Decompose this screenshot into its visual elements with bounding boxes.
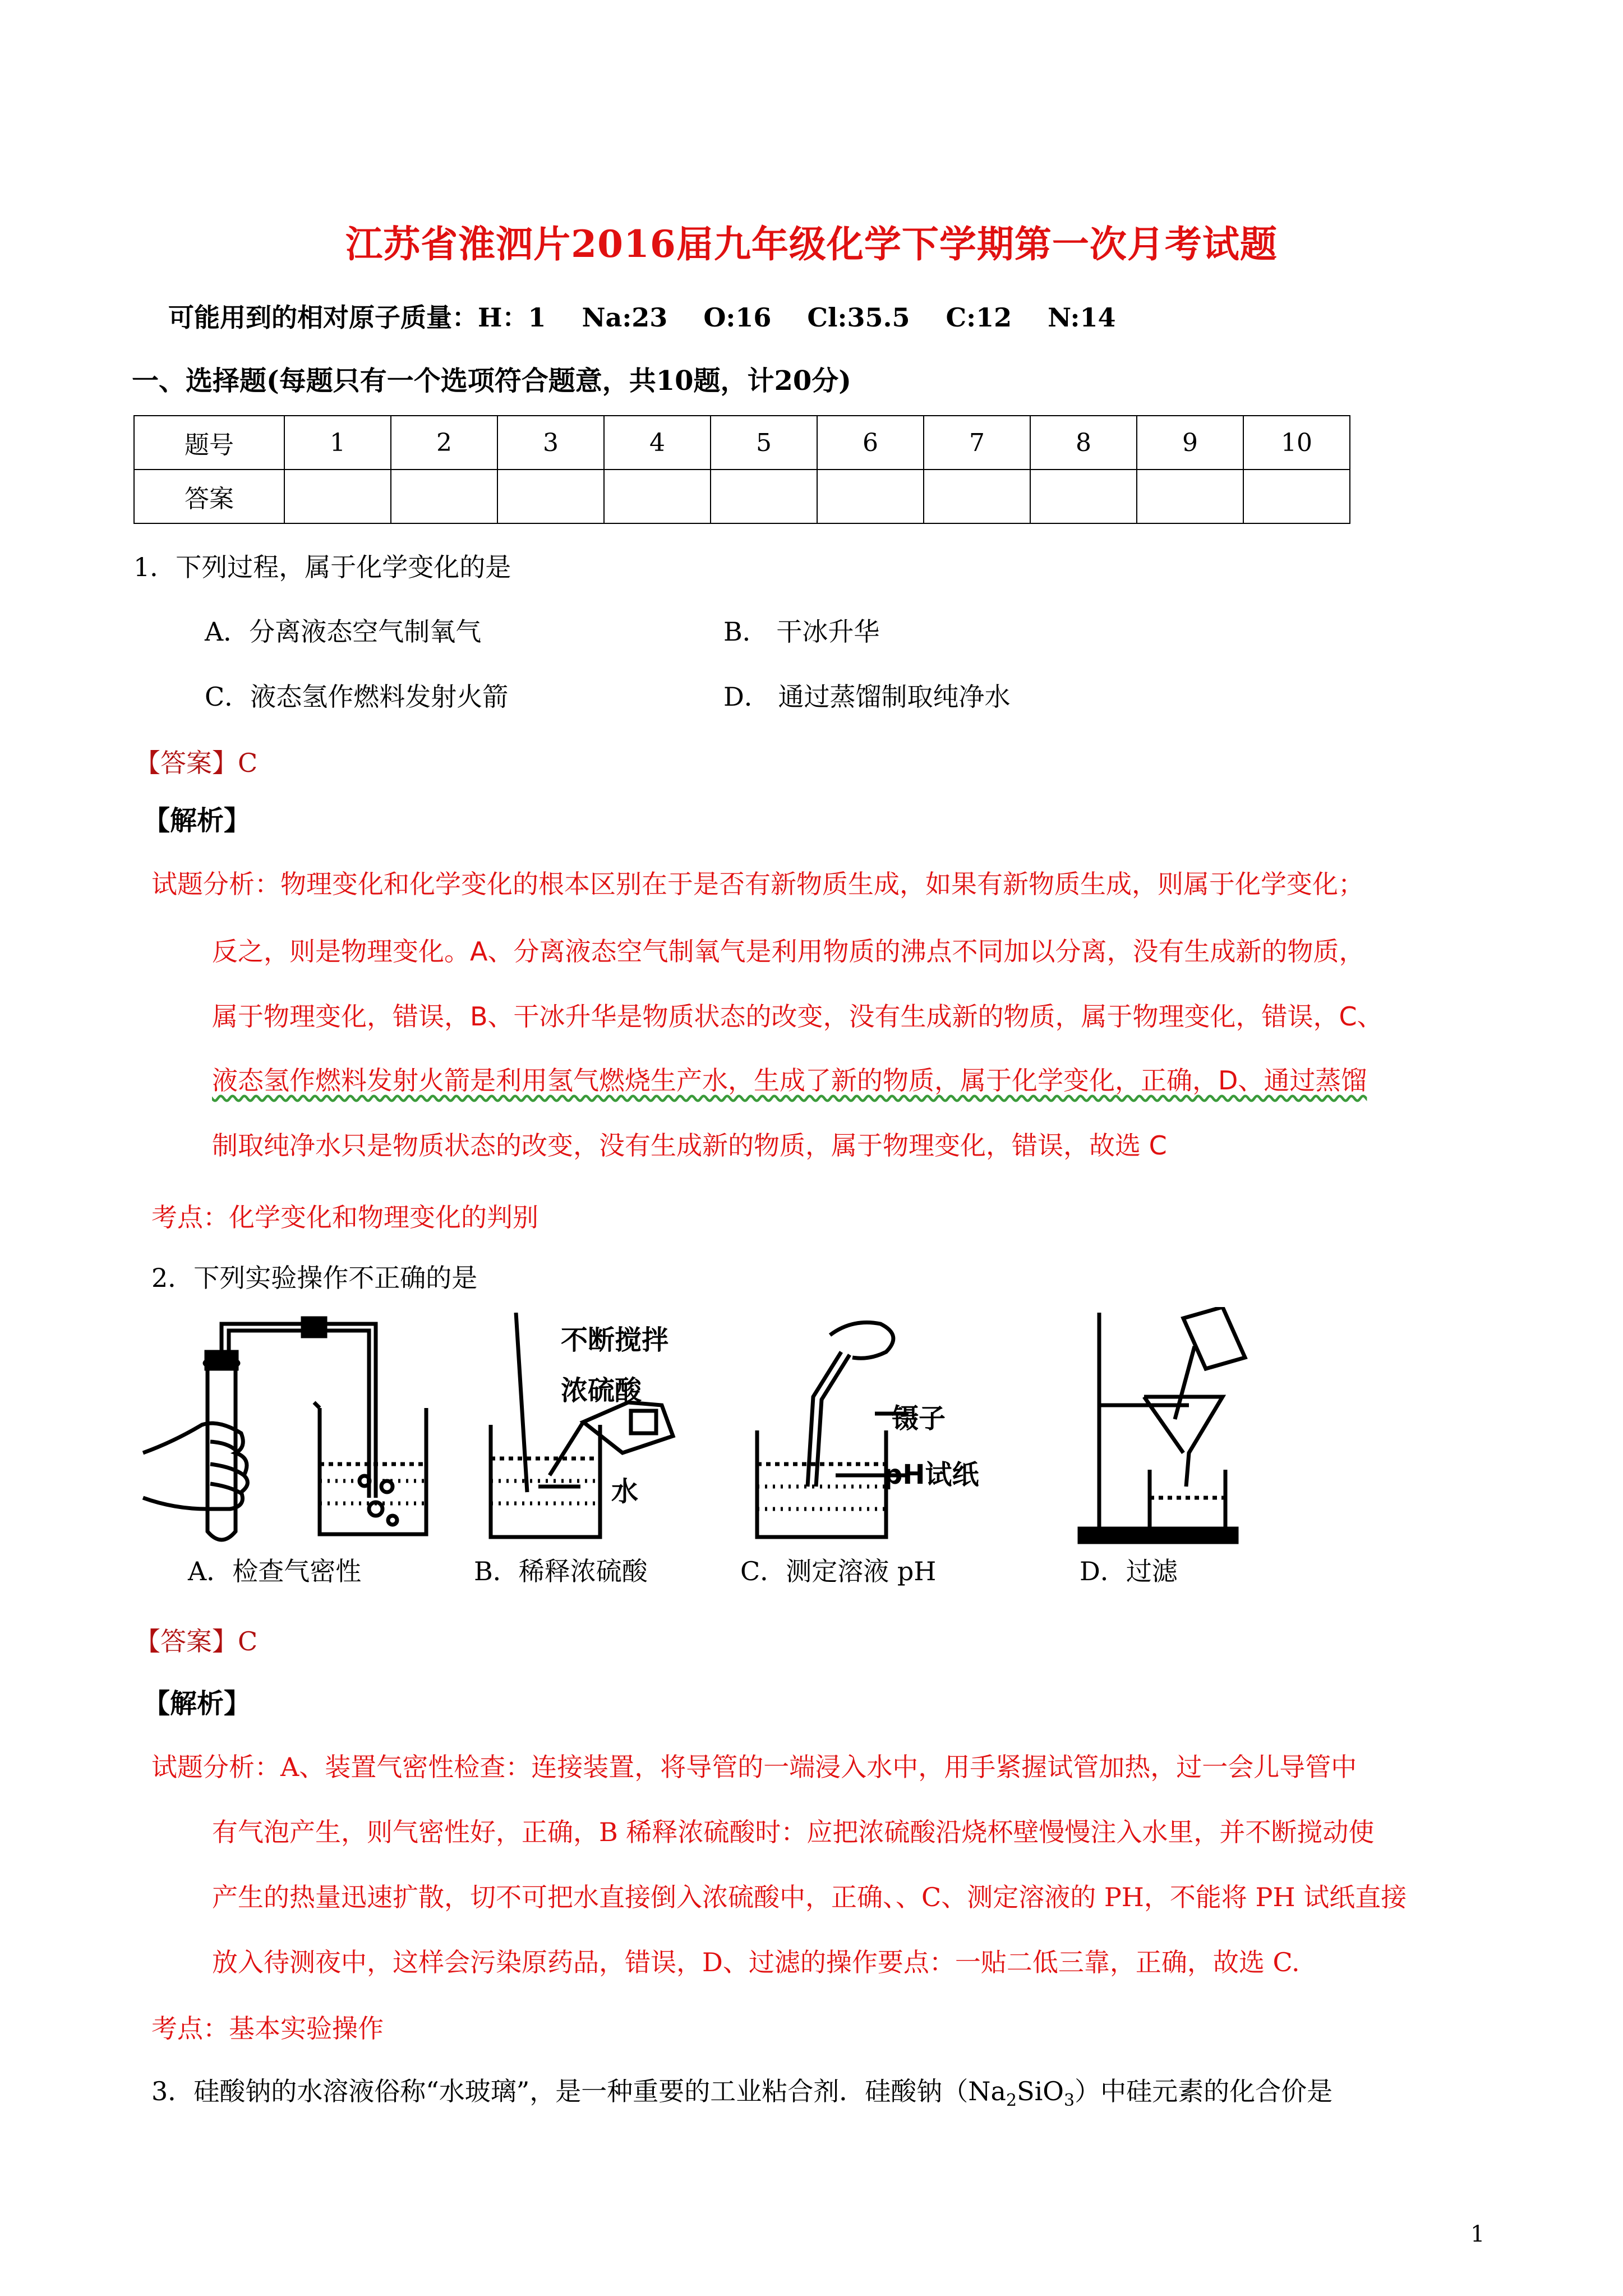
answer-cell[interactable] [604, 470, 711, 523]
figure-d-filtration [1077, 1307, 1279, 1548]
question-number-label: 题号 [134, 416, 284, 470]
q3-stem [151, 2071, 1332, 2110]
answer-table-header-row [134, 416, 1350, 470]
question-number: 5 [711, 416, 817, 470]
atomic-mass-cl: Cl:35.5 [807, 302, 910, 333]
figure-c-measure-ph [746, 1313, 914, 1554]
q1-analysis-label: 【解析】 [143, 805, 251, 836]
question-number: 3 [497, 416, 604, 470]
figure-b-label-water: 水 [611, 1476, 639, 1507]
answer-cell[interactable] [284, 470, 391, 523]
question-number: 1 [284, 416, 391, 470]
question-number: 10 [1243, 416, 1350, 470]
figure-c-label-tweezers: 镊子 [892, 1403, 946, 1434]
question-number: 9 [1137, 416, 1243, 470]
q1-option-d: D． 通过蒸馏制取纯净水 [723, 682, 1011, 712]
q2-option-c: C．测定溶液 pH [740, 1556, 937, 1586]
figure-a-airtightness [140, 1313, 454, 1554]
figure-c-label-ph-paper: pH试纸 [883, 1459, 979, 1490]
q3-stem-part: SiO [1017, 2076, 1064, 2106]
figure-b-label-stir: 不断搅拌 [561, 1324, 669, 1356]
answer-cell[interactable] [497, 470, 604, 523]
atomic-mass-na: Na:23 [582, 302, 668, 333]
q2-analysis-label: 【解析】 [143, 1688, 251, 1719]
q3-subscript: 2 [1006, 2091, 1017, 2111]
q1-analysis-line: 属于物理变化，错误，B、干冰升华是物质状态的改变，没有生成新的物质，属于物理变化，错误，C、 [212, 1001, 1383, 1032]
answer-cell[interactable] [924, 470, 1030, 523]
q1-stem: 1．下列过程，属于化学变化的是 [133, 552, 511, 582]
atomic-mass-o: O:16 [703, 302, 772, 333]
q2-analysis-line: 有气泡产生，则气密性好，正确，B 稀释浓硫酸时：应把浓硫酸沿烧杯壁慢慢注入水里，并不断搅动使 [212, 1817, 1375, 1847]
question-number: 2 [391, 416, 497, 470]
answer-cell[interactable] [1137, 470, 1243, 523]
q3-subscript: 3 [1064, 2091, 1075, 2111]
answer-cell[interactable] [1030, 470, 1137, 523]
q2-stem: 2．下列实验操作不正确的是 [151, 1263, 478, 1293]
q1-kaodian: 考点：化学变化和物理变化的判别 [151, 1202, 538, 1232]
question-number: 4 [604, 416, 711, 470]
q1-option-b: B． 干冰升华 [723, 616, 880, 647]
q2-option-d: D．过滤 [1080, 1556, 1178, 1586]
q1-analysis-line: 反之，则是物理变化。A、分离液态空气制氧气是利用物质的沸点不同加以分离，没有生成新的物质， [212, 936, 1365, 967]
section-heading: 一、选择题(每题只有一个选项符合题意，共10题，计20分) [132, 365, 852, 397]
answer-table-answer-row [134, 470, 1350, 523]
q1-analysis-line: 制取纯净水只是物质状态的改变，没有生成新的物质，属于物理变化，错误，故选 C [212, 1130, 1167, 1161]
q2-option-a: A．检查气密性 [188, 1556, 362, 1586]
question-number: 8 [1030, 416, 1137, 470]
page-title: 江苏省淮泗片2016届九年级化学下学期第一次月考试题 [345, 222, 1278, 266]
atomic-mass-c: C:12 [946, 302, 1012, 333]
q3-stem-part: 3．硅酸钠的水溶液俗称“水玻璃”，是一种重要的工业粘合剂．硅酸钠（Na [151, 2076, 1006, 2106]
atomic-mass-line [168, 297, 1152, 334]
answer-cell[interactable] [817, 470, 924, 523]
q2-kaodian: 考点：基本实验操作 [151, 2013, 384, 2044]
q2-analysis-line: 放入待测夜中，这样会污染原药品，错误，D、过滤的操作要点：一贴二低三靠，正确，故选 C. [212, 1947, 1300, 1977]
q1-answer: 【答案】C [135, 748, 258, 778]
q2-answer: 【答案】C [135, 1626, 258, 1657]
q1-analysis-line: 液态氢作燃料发射火箭是利用氢气燃烧生产水，生成了新的物质，属于化学变化，正确，D、通过蒸馏 [212, 1065, 1367, 1096]
atomic-mass-h: H：1 [478, 302, 546, 333]
q1-option-c: C．液态氢作燃料发射火箭 [205, 682, 509, 712]
answer-table [133, 415, 1350, 524]
question-number: 7 [924, 416, 1030, 470]
q1-analysis-line: 试题分析：物理变化和化学变化的根本区别在于是否有新物质生成，如果有新物质生成，则属于化学变化； [151, 869, 1364, 899]
q2-analysis-line: 产生的热量迅速扩散，切不可把水直接倒入浓硫酸中，正确、、C、测定溶液的 PH，不能将 PH 试纸直接 [212, 1882, 1407, 1912]
q3-stem-part: ）中硅元素的化合价是 [1075, 2076, 1333, 2106]
q2-analysis-line: 试题分析：A、装置气密性检查：连接装置，将导管的一端浸入水中，用手紧握试管加热，过一会儿导管中 [151, 1752, 1357, 1782]
atomic-mass-n: N:14 [1048, 302, 1116, 333]
figure-b-label-acid: 浓硫酸 [561, 1375, 642, 1406]
q1-option-a: A．分离液态空气制氧气 [205, 616, 482, 647]
answer-cell[interactable] [1243, 470, 1350, 523]
answer-cell[interactable] [711, 470, 817, 523]
page-number: 1 [1470, 2221, 1485, 2247]
q2-option-b: B．稀释浓硫酸 [474, 1556, 648, 1586]
answer-cell[interactable] [391, 470, 497, 523]
question-number: 6 [817, 416, 924, 470]
atomic-mass-label: 可能用到的相对原子质量： [168, 302, 478, 333]
answer-label: 答案 [134, 470, 284, 523]
